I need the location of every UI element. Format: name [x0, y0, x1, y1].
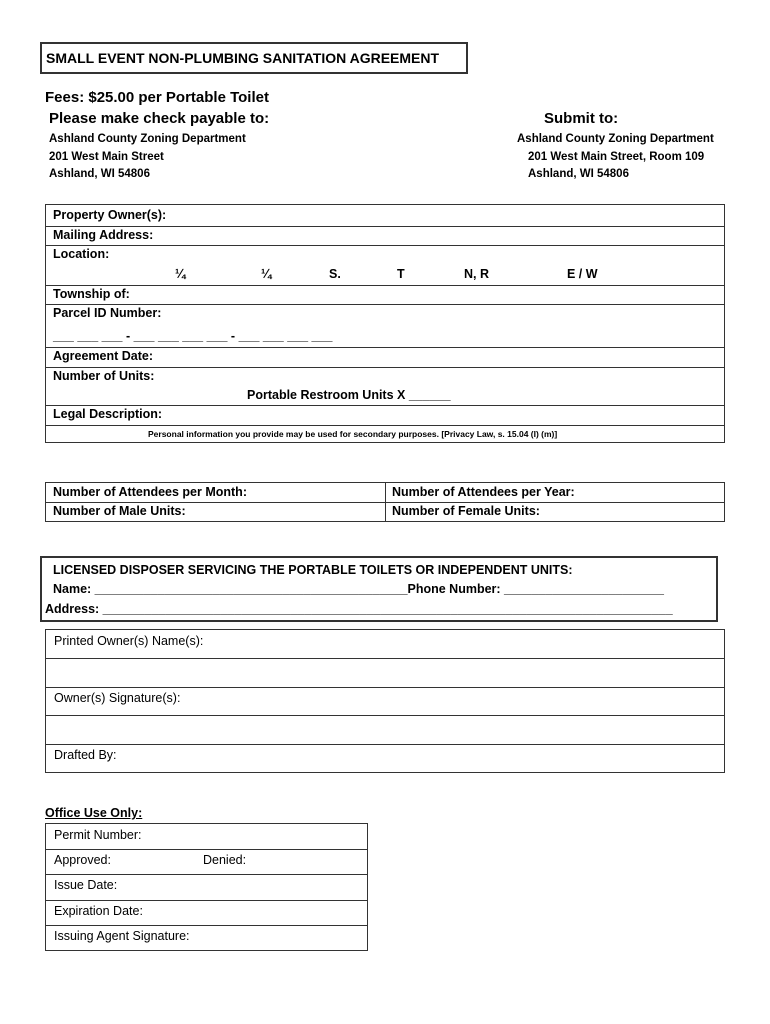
female-units-label: Number of Female Units:: [392, 504, 540, 518]
attendees-section: [45, 482, 725, 522]
denied-label: Denied:: [203, 853, 247, 867]
form-title: SMALL EVENT NON-PLUMBING SANITATION AGREEMENT: [40, 42, 468, 74]
location-north-range: N, R: [464, 267, 489, 281]
submit-address: [517, 131, 714, 184]
owner-signature-section: [45, 629, 725, 773]
location-quarter-1: ¼: [175, 267, 186, 281]
payable-heading: Please make check payable to:: [49, 110, 270, 127]
office-use-section: [45, 823, 368, 951]
submit-line1: Ashland County Zoning Department: [517, 133, 714, 145]
disposer-name-phone: Name: _____________________________________________Phone Number: _______________________: [53, 582, 664, 596]
portable-units-field: Portable Restroom Units X ______: [247, 388, 451, 402]
location-quarter-2: ¼: [261, 267, 272, 281]
agreement-date-label: Agreement Date:: [53, 349, 154, 363]
payable-line1: Ashland County Zoning Department: [49, 133, 246, 145]
submit-line3: Ashland, WI 54806: [528, 168, 629, 180]
parcel-id-blanks: ___ ___ ___ - ___ ___ ___ ___ - ___ ___ ___ ___: [53, 329, 333, 343]
payable-line2: 201 West Main Street: [49, 150, 164, 163]
printed-owner-label: Printed Owner(s) Name(s):: [54, 634, 204, 648]
male-units-label: Number of Male Units:: [53, 504, 186, 518]
legal-description-label: Legal Description:: [53, 407, 163, 421]
location-east-west: E / W: [567, 267, 598, 281]
permit-number-label: Permit Number:: [54, 828, 142, 842]
mailing-address-label: Mailing Address:: [53, 228, 154, 242]
property-section: [45, 204, 725, 443]
drafted-by-label: Drafted By:: [54, 748, 117, 762]
privacy-notice: Personal information you provide may be used for secondary purposes. [Privacy Law, s. 15.04 (I) (m)]: [148, 429, 558, 439]
payable-line3: Ashland, WI 54806: [49, 168, 150, 180]
approved-label: Approved:: [54, 853, 111, 867]
office-use-heading: Office Use Only:: [45, 806, 143, 820]
township-label: Township of:: [53, 287, 130, 301]
payable-address: [49, 131, 246, 184]
parcel-id-label: Parcel ID Number:: [53, 306, 162, 320]
location-section: S.: [329, 267, 341, 281]
expiration-date-label: Expiration Date:: [54, 904, 143, 918]
fees-text: Fees: $25.00 per Portable Toilet: [45, 89, 269, 106]
issue-date-label: Issue Date:: [54, 878, 118, 892]
issuing-agent-signature-label: Issuing Agent Signature:: [54, 929, 190, 943]
attendees-year-label: Number of Attendees per Year:: [392, 485, 575, 499]
disposer-address: Address: __________________________________________________________________________________: [45, 602, 673, 616]
submit-line2: 201 West Main Street, Room 109: [528, 150, 705, 163]
property-owner-label: Property Owner(s):: [53, 208, 167, 222]
submit-heading: Submit to:: [544, 110, 619, 127]
number-of-units-label: Number of Units:: [53, 369, 155, 383]
disposer-section: [40, 556, 718, 622]
location-label: Location:: [53, 247, 110, 261]
attendees-month-label: Number of Attendees per Month:: [53, 485, 247, 499]
location-township: T: [397, 267, 405, 281]
owner-signature-label: Owner(s) Signature(s):: [54, 691, 181, 705]
disposer-heading: LICENSED DISPOSER SERVICING THE PORTABLE TOILETS OR INDEPENDENT UNITS:: [53, 563, 573, 577]
